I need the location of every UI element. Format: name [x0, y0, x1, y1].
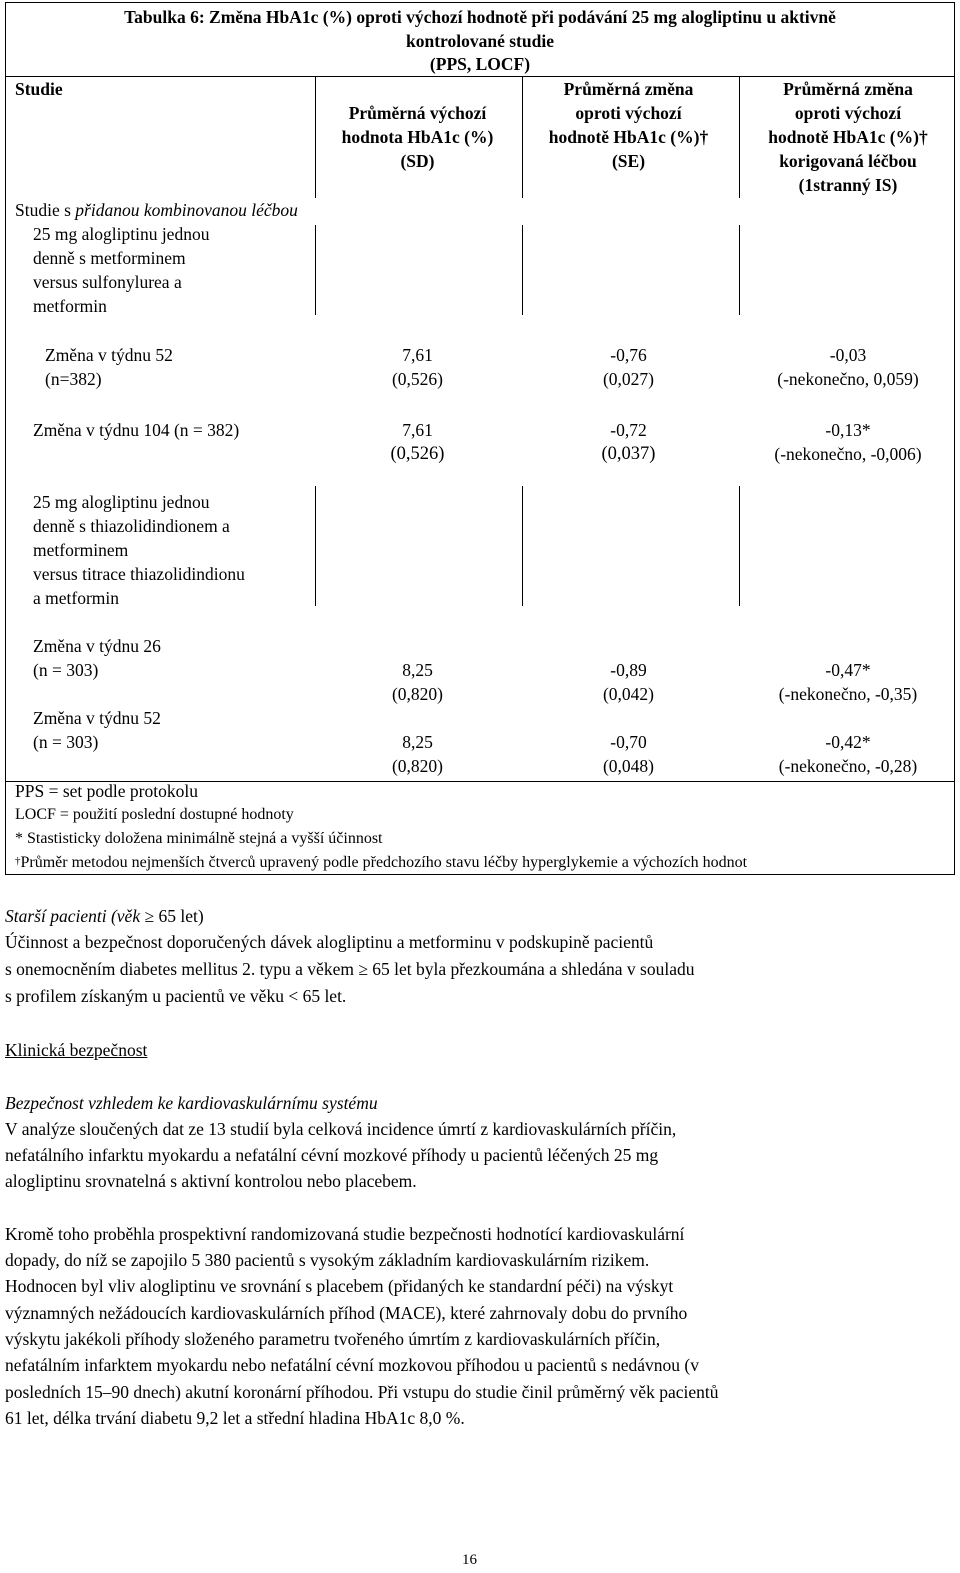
header-col2-line: Průměrná změna — [563, 79, 694, 99]
section1-title — [15, 198, 298, 222]
row-label: (n=382) — [45, 369, 102, 389]
section1-desc-line: metformin — [33, 296, 107, 316]
cell-adjusted-ci: (-nekonečno, -0,35) — [778, 684, 918, 704]
cell-baseline-sd: (0,820) — [391, 756, 444, 776]
cell-baseline: 8,25 — [402, 660, 433, 680]
cell-adjusted-ci: (-nekonečno, -0,006) — [774, 444, 922, 464]
col-divider-1c — [315, 486, 316, 606]
col-divider-2b — [522, 225, 523, 315]
row-label: Změna v týdnu 26 — [33, 636, 161, 656]
row-label: Změna v týdnu 104 (n = 382) — [33, 420, 240, 440]
header-col1-line: Průměrná výchozí — [348, 103, 487, 123]
section1-title-italic: přidanou kombinovanou léčbou — [75, 200, 298, 220]
cardio-paragraph2-line: Kromě toho proběhla prospektivní randomizovaná studie bezpečnosti hodnotící kardiovaskulární — [5, 1224, 685, 1244]
header-col1-line: (SD) — [400, 151, 435, 171]
section1-title-prefix: Studie s — [15, 200, 76, 220]
cell-change: -0,70 — [610, 732, 647, 752]
cell-adjusted-ci: (-nekonečno, 0,059) — [777, 369, 919, 389]
cell-adjusted: -0,47* — [825, 660, 871, 680]
cardio-paragraph2-line: 61 let, délka trvání diabetu 9,2 let a střední hladina HbA1c 8,0 %. — [5, 1408, 465, 1428]
clinical-safety-heading: Klinická bezpečnost — [5, 1040, 148, 1060]
header-col3-line: Průměrná změna — [783, 79, 913, 99]
cardio-paragraph2-line: nefatálním infarktem myokardu nebo nefatální cévní mozkovou příhodou u pacientů s nedávnou (v — [5, 1355, 699, 1375]
section2-desc-line: metforminem — [33, 540, 129, 560]
cell-change-se: (0,042) — [602, 684, 655, 704]
cell-change-se: (0,048) — [602, 756, 655, 776]
cell-change: -0,72 — [610, 420, 647, 440]
cell-adjusted: -0,42* — [825, 732, 871, 752]
page-number: 16 — [462, 1552, 477, 1568]
footnote-locf: LOCF = použití poslední dostupné hodnoty — [15, 806, 294, 823]
header-col3-line: (1stranný IS) — [798, 175, 898, 195]
elderly-heading-rest: ≥ 65 let) — [144, 906, 204, 926]
section2-desc-line: denně s thiazolidindionem a — [33, 516, 230, 536]
header-col2-line: (SE) — [611, 151, 646, 171]
header-col1-line: hodnota HbA1c (%) — [341, 127, 494, 147]
cell-baseline: 7,61 — [402, 420, 433, 440]
cell-adjusted: -0,13* — [825, 420, 871, 440]
cardio-paragraph1-line: alogliptinu srovnatelná s aktivní kontrolou nebo placebem. — [5, 1171, 417, 1191]
cell-change: -0,89 — [610, 660, 647, 680]
cell-adjusted-ci: (-nekonečno, -0,28) — [778, 756, 918, 776]
row-label: (n = 303) — [33, 660, 99, 680]
footnote-star: * Stastisticky doložena minimálně stejná a vyšší účinnost — [15, 830, 383, 847]
cardio-paragraph2-line: posledních 15–90 dnech) akutní koronární příhodou. Při vstupu do studie činil průměrný věk pacientů — [5, 1382, 719, 1402]
cardio-paragraph2-line: dopady, do níž se zapojilo 5 380 pacientů s vysokým základním kardiovaskulárním rizikem. — [5, 1250, 650, 1270]
col-divider-1b — [315, 225, 316, 315]
elderly-paragraph-line: s onemocněním diabetes mellitus 2. typu a věkem ≥ 65 let byla přezkoumána a shledána v souladu — [5, 959, 695, 979]
footnote-pps: PPS = set podle protokolu — [15, 781, 198, 801]
cardio-paragraph2-line: Hodnocen byl vliv alogliptinu ve srovnání s placebem (přidaných ke standardní péči) na výskyt — [5, 1276, 674, 1296]
header-col2-line: oproti výchozí — [575, 103, 682, 123]
elderly-paragraph-line: Účinnost a bezpečnost doporučených dávek alogliptinu a metforminu v podskupině pacientů — [5, 932, 654, 952]
section1-desc-line: 25 mg alogliptinu jednou — [33, 224, 210, 244]
col-divider-3b — [739, 225, 740, 315]
section2-desc-line: a metformin — [33, 588, 120, 608]
section2-desc-line: versus titrace thiazolidindionu — [33, 564, 245, 584]
col-divider-3c — [739, 486, 740, 606]
cell-change-se: (0,037) — [601, 444, 656, 464]
cell-change-se: (0,027) — [602, 369, 655, 389]
cell-change: -0,76 — [610, 345, 647, 365]
cardio-paragraph1-line: nefatálního infarktu myokardu a nefatální cévní mozkové příhody u pacientů léčených 25 mg — [5, 1145, 659, 1165]
col-divider-2c — [522, 486, 523, 606]
section1-desc-line: versus sulfonylurea a — [33, 272, 182, 292]
footnote-dagger — [15, 851, 747, 875]
header-col3-line: hodnotě HbA1c (%)† — [768, 127, 928, 147]
cardio-safety-heading: Bezpečnost vzhledem ke kardiovaskulárnímu systému — [5, 1093, 378, 1113]
elderly-heading — [5, 903, 204, 929]
section2-desc-line: 25 mg alogliptinu jednou — [33, 492, 210, 512]
header-study: Studie — [15, 79, 63, 99]
table-caption-line3: (PPS, LOCF) — [429, 54, 531, 74]
elderly-heading-italic: Starší pacienti (věk — [5, 906, 145, 926]
cell-baseline-sd: (0,526) — [391, 369, 444, 389]
cardio-paragraph2-line: významných nežádoucích kardiovaskulárních příhod (MACE), které zahrnovaly dobu do prvního — [5, 1303, 688, 1323]
header-col3-line: korigovaná léčbou — [779, 151, 917, 171]
cardio-paragraph1-line: V analýze sloučených dat ze 13 studií byla celková incidence úmrtí z kardiovaskulárních příčin, — [5, 1119, 677, 1139]
cell-adjusted: -0,03 — [829, 345, 867, 365]
cell-baseline-sd: (0,526) — [390, 444, 445, 464]
header-col3-line: oproti výchozí — [794, 103, 902, 123]
row-label: (n = 303) — [33, 732, 99, 752]
table-caption-line2: kontrolované studie — [406, 31, 554, 51]
table-caption-line1: Tabulka 6: Změna HbA1c (%) oproti výchozí hodnotě při podávání 25 mg alogliptinu u aktivně — [124, 7, 836, 27]
section1-desc-line: denně s metforminem — [33, 248, 186, 268]
elderly-paragraph-line: s profilem získaným u pacientů ve věku < 65 let. — [5, 986, 347, 1006]
dagger-mark: † — [15, 855, 21, 867]
cell-baseline-sd: (0,820) — [391, 684, 444, 704]
row-label: Změna v týdnu 52 — [45, 345, 173, 365]
row-label: Změna v týdnu 52 — [33, 708, 161, 728]
header-col2-line: hodnotě HbA1c (%)† — [548, 127, 709, 147]
cardio-paragraph2-line: výskytu jakékoli příhody složeného parametru tvořeného úmrtím z kardiovaskulárních příčin, — [5, 1329, 661, 1349]
footnote-dagger-text: Průměr metodou nejmenších čtverců upravený podle předchozího stavu léčby hyperglykemie a výchozích hodnot — [20, 854, 748, 871]
cell-baseline: 7,61 — [402, 345, 433, 365]
cell-baseline: 8,25 — [402, 732, 433, 752]
